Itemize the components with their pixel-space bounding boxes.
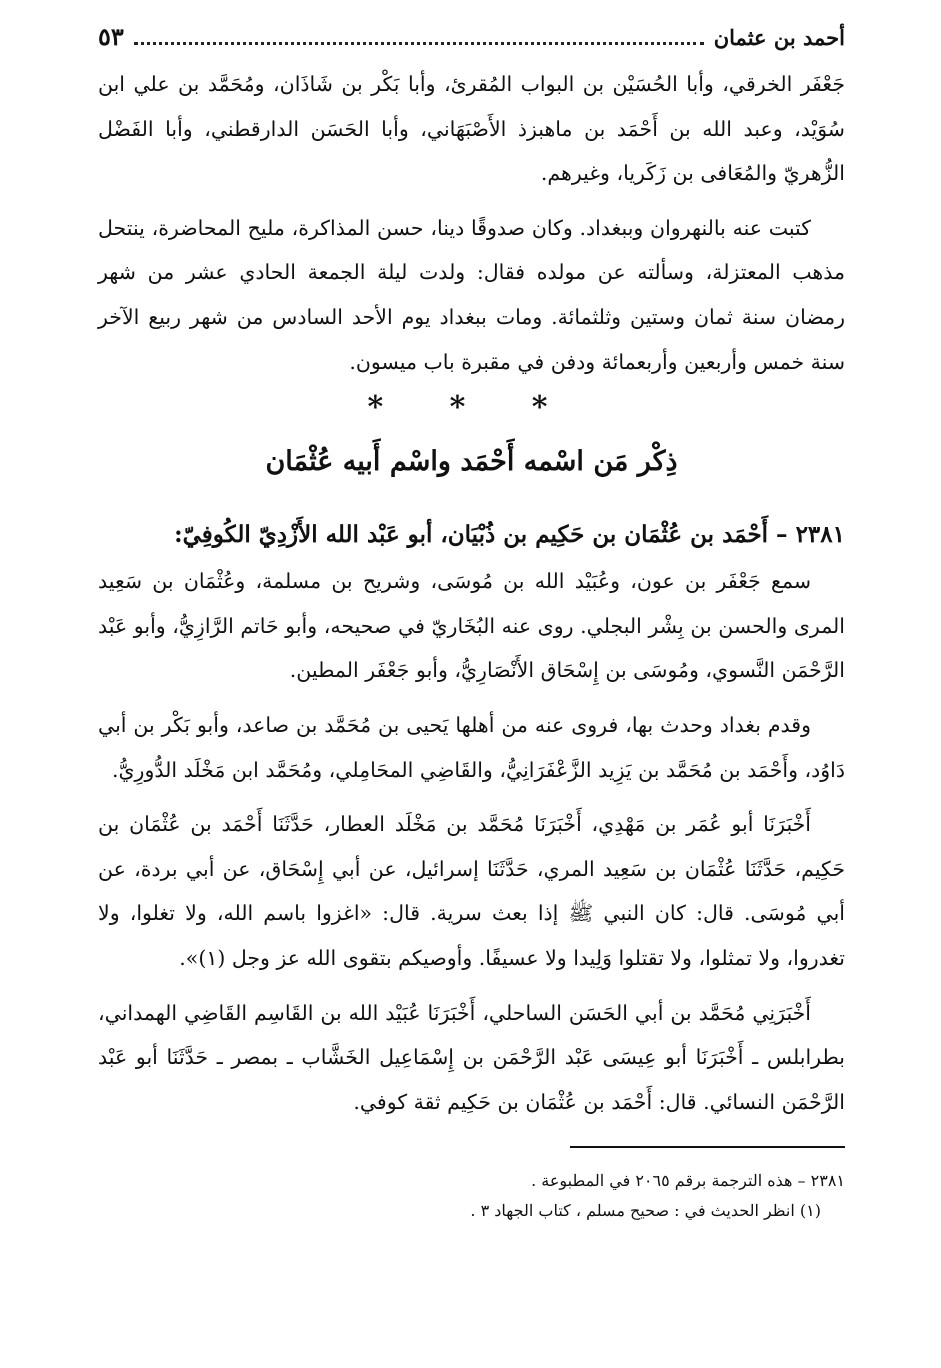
footnote-entry-note: ٢٣٨١ – هذه الترجمة برقم ٢٠٦٥ في المطبوعة . bbox=[531, 1171, 845, 1191]
footnote-divider bbox=[570, 1146, 845, 1148]
entry-paragraph-grading: أَخْبَرَنِي مُحَمَّد بن أبي الحَسَن الساحلي، أَخْبَرَنَا عُبَيْد الله بن القَاسِم القَاضِي الهمداني، بطرابلس ـ أَخْبَرَنَا أبو عِيسَى عَبْد الرَّحْمَن بن إِسْمَاعِيل الخَشَّاب ـ بمصر ـ حَدَّثَنَا أبو عَبْد الرَّحْمَن النسائي. قال: أَحْمَد بن عُثْمَان بن حَكِيم ثقة كوفي. bbox=[98, 1000, 845, 1114]
section-separator-stars: * * * bbox=[367, 390, 576, 426]
running-head-title: أحمد بن عثمان bbox=[713, 25, 845, 50]
entry-paragraph-hadith: أَخْبَرَنَا أبو عُمَر بن مَهْدِي، أَخْبَرَنَا مُحَمَّد بن مَخْلَد العطار، حَدَّثَنَا أَحْمَد بن عُثْمَان بن حَكِيم، حَدَّثَنَا عُثْمَان بن سَعِيد المري، حَدَّثَنَا إسرائيل، عن أبي إِسْحَاق، عن أبي بردة، عن أبي مُوسَى. قال: كان النبي ﷺ إذا بعث سرية. قال: «اغزوا باسم الله، ولا تغلوا، ولا تغدروا، ولا تمثلوا، ولا تقتلوا وَلِيدا ولا عسيفًا. وأوصيكم بتقوى الله عز وجل (١)». bbox=[98, 812, 845, 970]
footnote-hadith-reference: (١) انظر الحديث في : صحيح مسلم ، كتاب الجهاد ٣ . bbox=[470, 1201, 821, 1221]
entry-number: ٢٣٨١ bbox=[795, 521, 845, 549]
continued-paragraph: جَعْفَر الخرقي، وأبا الحُسَيْن بن البواب المُقرئ، وأبا بَكْر بن شَاذَان، ومُحَمَّد بن علي ابن سُوَيْد، وعبد الله بن أَحْمَد بن ماهبزذ الأَصْبَهَاني، وأبا الحَسَن الدارقطني، وأبا الفَضْل الزُّهريّ والمُعَافى بن زَكَريا، وغيرهم. bbox=[98, 72, 845, 186]
page-number: ٥٣ bbox=[98, 22, 124, 51]
entry-title: – أَحْمَد بن عُثْمَان بن حَكِيم بن ذُبْيَان، أبو عَبْد الله الأَزْدِيّ الكُوفِيّ: bbox=[174, 521, 788, 549]
entry-heading bbox=[98, 511, 845, 559]
entry-paragraph-students: وقدم بغداد وحدث بها، فروى عنه من أهلها يَحيى بن مُحَمَّد بن صاعد، وأبو بَكْر بن أبي دَاوُد، وأَحْمَد بن مُحَمَّد بن يَزِيد الزَّعْفَرَانِيُّ، والقَاضِي المحَامِلي، ومُحَمَّد ابن مَخْلَد الدُّورِيُّ. bbox=[98, 712, 845, 782]
entry-paragraph-teachers: سمع جَعْفَر بن عون، وعُبَيْد الله بن مُوسَى، وشريح بن مسلمة، وعُثْمَان بن سَعِيد المرى والحسن بن بِشْر البجلي. روى عنه البُخَاريّ في صحيحه، وأبو حَاتم الرَّازِيُّ، وأبو عَبْد الرَّحْمَن النَّسوي، ومُوسَى بن إِسْحَاق الأَنْصَارِيُّ، وأبو جَعْفَر المطين. bbox=[98, 569, 845, 683]
biography-paragraph: كتبت عنه بالنهروان وببغداد. وكان صدوقًا دينا، حسن المذاكرة، مليح المحاضرة، ينتحل مذهب المعتزلة، وسألته عن مولده فقال: ولدت ليلة الجمعة الحادي عشر من شهر رمضان سنة ثمان وستين وثلثمائة. ومات ببغداد يوم الأحد السادس من شهر ربيع الآخر سنة خمس وأربعين وأربعمائة ودفن في مقبرة باب ميسون. bbox=[98, 215, 845, 374]
running-head-leader-dots bbox=[134, 32, 704, 45]
running-head bbox=[98, 22, 845, 62]
section-heading: ذِكْر مَن اسْمه أَحْمَد واسْم أَبيه عُثْمَان bbox=[265, 446, 678, 478]
footnotes bbox=[98, 1166, 845, 1226]
